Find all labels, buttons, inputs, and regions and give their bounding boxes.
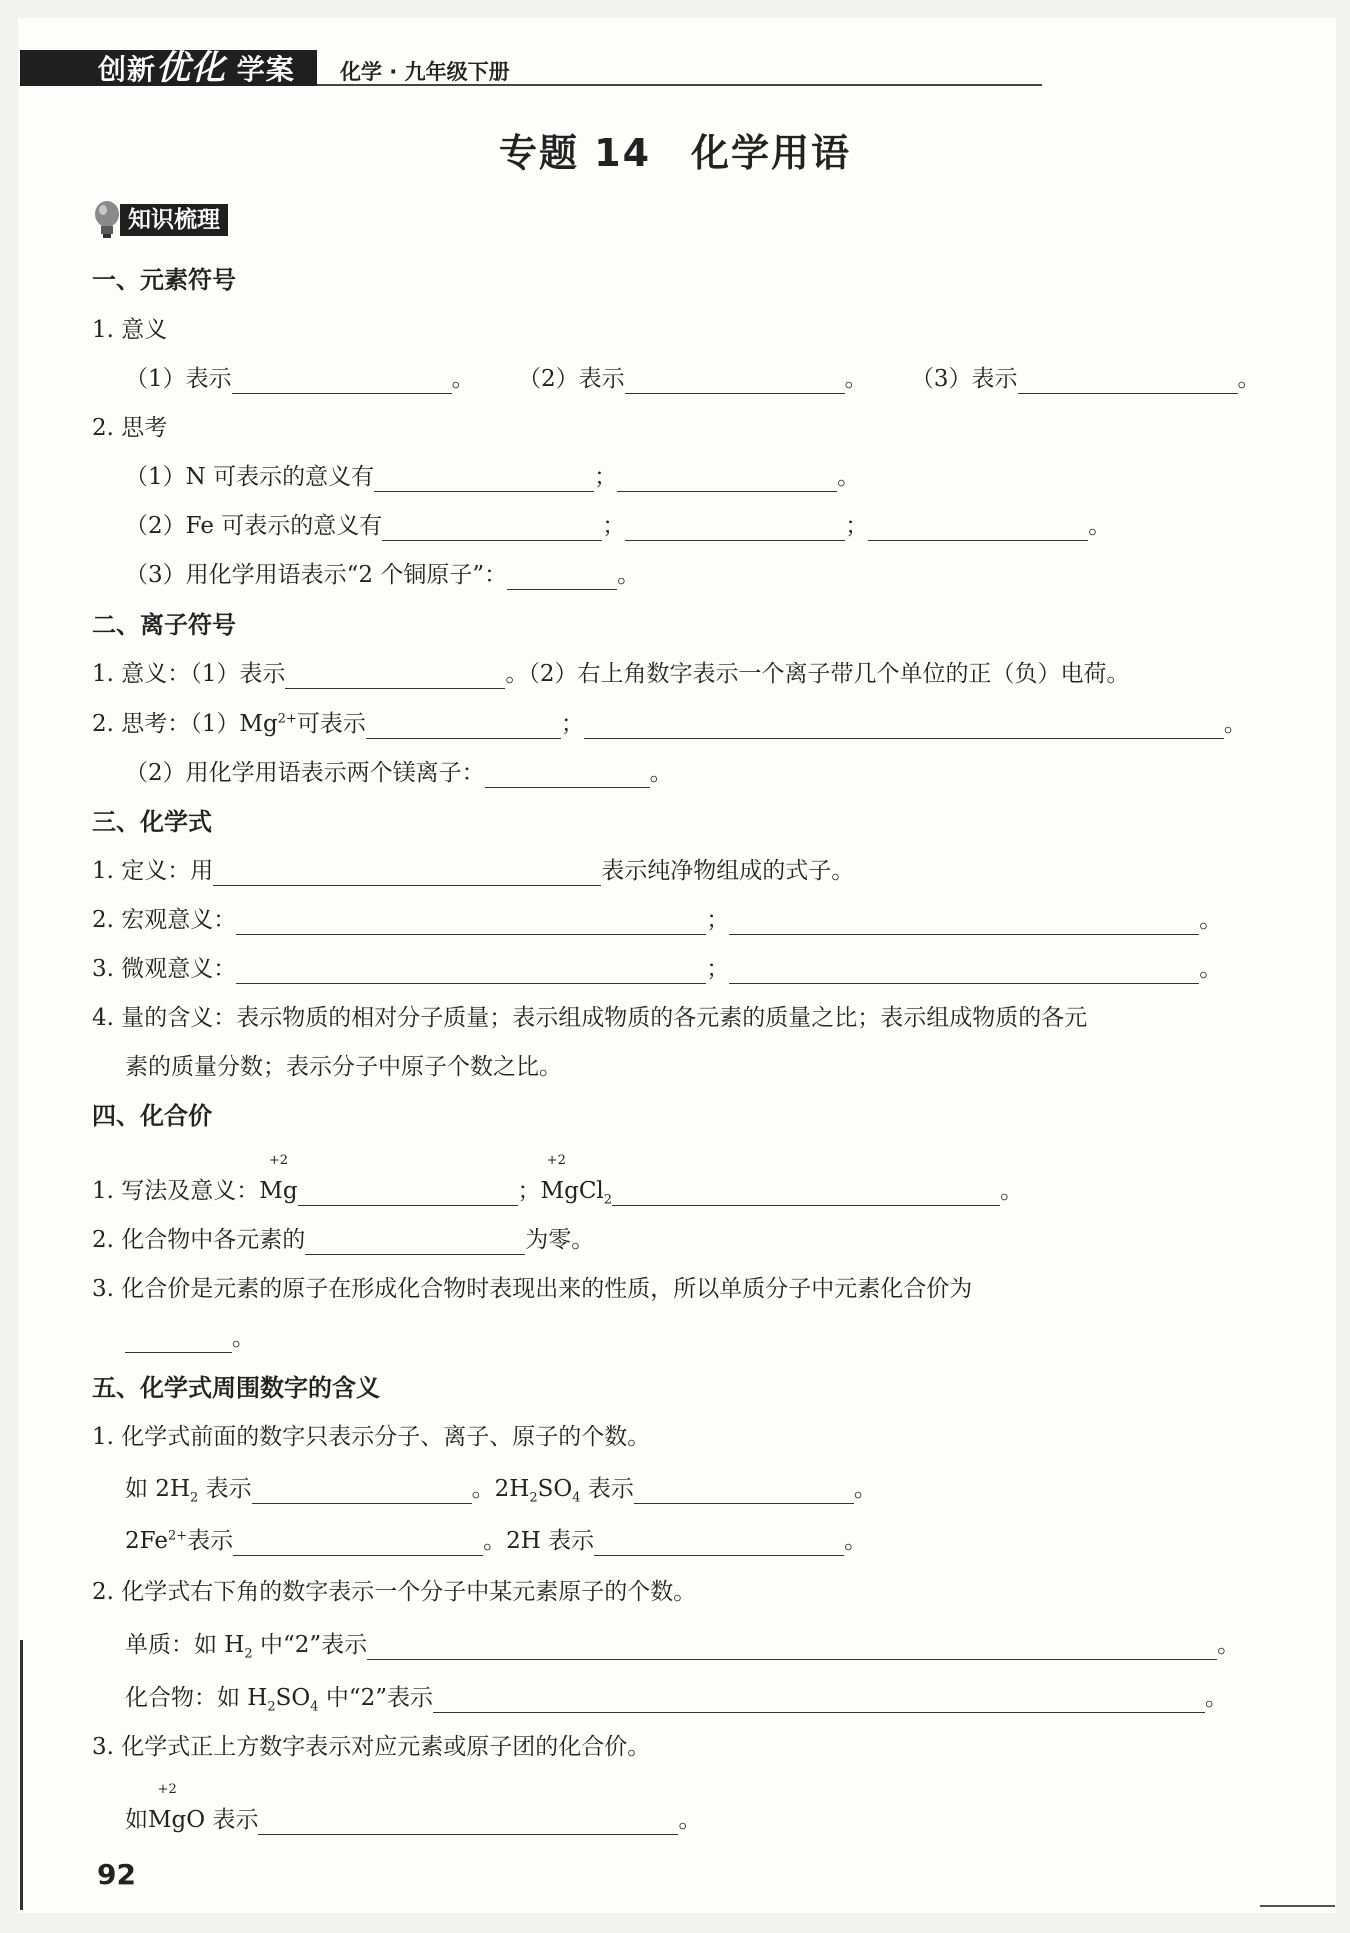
text: （3）用化学用语表示“2 个铜原子”：: [125, 562, 508, 588]
blank: [507, 565, 617, 590]
subscript: 2: [603, 1192, 613, 1208]
text: 2. 宏观意义：: [92, 907, 237, 933]
heading-4: 四、化合价: [92, 1102, 212, 1130]
think-fe-row: [125, 511, 1111, 541]
page-title: 专题 14 化学用语: [498, 131, 852, 175]
text: SO: [537, 1476, 573, 1502]
text: ；: [845, 513, 869, 539]
blank: [625, 516, 845, 541]
text: 中“2”表示: [325, 1685, 434, 1711]
subscript: 4: [572, 1490, 581, 1506]
ion-think-row: [92, 709, 1247, 739]
formula-macro-row: [92, 905, 1222, 935]
brand-part-3: 学案: [236, 53, 295, 86]
text: 。: [1088, 513, 1112, 539]
charge-superscript: 2+: [277, 711, 297, 727]
book-subtitle: 化学 · 九年级下册: [340, 60, 510, 84]
think-cu-row: [125, 560, 640, 590]
blank: [625, 369, 845, 394]
text: （1）表示: [125, 366, 232, 392]
formula-micro-row: [92, 954, 1222, 984]
blank: [729, 910, 1199, 935]
valence-mark: +2: [546, 1153, 566, 1168]
blank: [485, 763, 650, 788]
compound-example-row: [125, 1683, 1228, 1713]
text: 单质：如 H: [125, 1632, 245, 1658]
blank: [374, 467, 594, 492]
formula-quantity-row: 4. 量的含义：表示物质的相对分子质量；表示组成物质的各元素的质量之比；表示组成物质的各元: [92, 1005, 1088, 1031]
blank: [236, 910, 706, 935]
text: 。: [232, 1325, 255, 1351]
blank: [433, 1688, 1205, 1713]
blank: [258, 1810, 678, 1835]
blank: [125, 1328, 232, 1353]
coef-row: 1. 化学式前面的数字只表示分子、离子、原子的个数。: [92, 1424, 651, 1450]
text: MgCl: [540, 1178, 604, 1204]
text: （2）Fe 可表示的意义有: [125, 513, 383, 539]
text: 。: [1205, 1685, 1229, 1711]
text: ；: [706, 907, 730, 933]
text: （2）用化学用语表示两个镁离子：: [125, 760, 485, 786]
item-1-1: 1. 意义: [92, 317, 168, 343]
text: 中“2”表示: [259, 1632, 368, 1658]
formula-def-row: [92, 856, 854, 886]
text: 1. 意义：（1）表示: [92, 661, 286, 687]
heading-3: 三、化学式: [92, 808, 212, 836]
text: 。: [1237, 366, 1261, 392]
ion-meaning-row: [92, 659, 1130, 689]
text: ；: [517, 1178, 541, 1204]
text: 。: [853, 1476, 877, 1502]
text: O 表示: [186, 1807, 259, 1833]
blank: [232, 369, 452, 394]
valence-mark: +2: [157, 1782, 177, 1797]
text: ；: [594, 464, 618, 490]
valence-write-row: [92, 1153, 1024, 1208]
lightbulb-icon: [92, 200, 122, 242]
blank: [584, 714, 1224, 739]
text: 。: [837, 464, 861, 490]
blank: [367, 1635, 1217, 1660]
text: 。: [1199, 907, 1223, 933]
mg-with-valence: [148, 1782, 187, 1835]
text: ；: [706, 956, 730, 982]
badge-label: 知识梳理: [120, 204, 228, 236]
text: Mg: [259, 1178, 298, 1204]
text: 。: [451, 366, 475, 392]
text: 。: [1217, 1632, 1241, 1658]
text: 如 2H: [125, 1476, 191, 1502]
subscript: 2: [529, 1490, 538, 1506]
text: 。: [617, 562, 641, 588]
heading-1: 一、元素符号: [92, 266, 236, 294]
text: （2）表示: [517, 366, 625, 392]
subscript: 4: [310, 1699, 319, 1715]
blank: [305, 1230, 525, 1255]
text: Mg: [148, 1807, 187, 1833]
text: 。: [1223, 711, 1247, 737]
text: 。: [1000, 1178, 1024, 1204]
above-example-row: [125, 1782, 702, 1835]
mg-with-valence: [259, 1153, 298, 1206]
blank: [594, 1531, 844, 1556]
heading-2: 二、离子符号: [92, 611, 236, 639]
blank: [868, 516, 1088, 541]
page-number: 92: [97, 1858, 136, 1891]
formula-quantity-row-2: 素的质量分数；表示分子中原子个数之比。: [125, 1054, 562, 1080]
brand-part-1: 创新: [98, 53, 157, 86]
text: 1. 定义：用: [92, 858, 214, 884]
text: 如: [125, 1807, 148, 1833]
text: SO: [275, 1685, 311, 1711]
left-edge-rule: [20, 1640, 23, 1910]
blank: [236, 959, 706, 984]
text: ；: [602, 513, 626, 539]
text: 。: [844, 1528, 868, 1554]
text: 。: [844, 366, 868, 392]
brand-logo: [98, 50, 295, 86]
text: 。: [678, 1807, 702, 1833]
blank: [366, 714, 561, 739]
subscript: 2: [244, 1646, 253, 1662]
brand-part-2: 优化: [156, 48, 227, 88]
text: 2. 化合物中各元素的: [92, 1227, 306, 1253]
subscript: 2: [267, 1699, 276, 1715]
text: 。（2）右上角数字表示一个离子带几个单位的正（负）电荷。: [505, 661, 1130, 687]
meaning-row: [125, 364, 1261, 394]
text: （1）N 可表示的意义有: [125, 464, 375, 490]
text: 。: [1199, 956, 1223, 982]
valence-nature-row: 3. 化合价是元素的原子在形成化合物时表现出来的性质，所以单质分子中元素化合价为: [92, 1276, 973, 1302]
charge-superscript: 2+: [167, 1528, 188, 1544]
blank: [382, 516, 602, 541]
blank: [617, 467, 837, 492]
above-number-row: 3. 化学式正上方数字表示对应元素或原子团的化合价。: [92, 1734, 651, 1760]
subscript-row: 2. 化学式右下角的数字表示一个分子中某元素原子的个数。: [92, 1579, 697, 1605]
blank: [729, 959, 1199, 984]
mgcl2-with-valence: [540, 1153, 613, 1208]
text: 可表示: [296, 711, 366, 737]
text: 。: [649, 760, 673, 786]
text: 1. 写法及意义：: [92, 1178, 260, 1204]
text: 表示纯净物组成的式子。: [601, 858, 855, 884]
text: 表示: [187, 1528, 234, 1554]
header-rule: [317, 84, 1042, 86]
text: 2. 思考：（1）Mg: [92, 711, 278, 737]
text: 。2H: [471, 1476, 530, 1502]
text: 2Fe: [125, 1528, 168, 1554]
text: 表示: [205, 1476, 252, 1502]
valence-sum-row: [92, 1225, 594, 1255]
text: 。2H 表示: [483, 1528, 595, 1554]
bottom-rule: [1260, 1905, 1335, 1907]
ion-mg-row: [125, 758, 673, 788]
blank: [252, 1479, 472, 1504]
blank: [285, 664, 505, 689]
text: ；: [560, 711, 584, 737]
blank: [634, 1479, 854, 1504]
item-1-2: 2. 思考: [92, 415, 168, 441]
element-example-row: [125, 1630, 1240, 1660]
text: （3）表示: [910, 366, 1018, 392]
blank: [213, 861, 601, 886]
think-n-row: [125, 462, 860, 492]
coef-example-row-1: [125, 1474, 877, 1504]
text: 化合物：如 H: [125, 1685, 268, 1711]
blank: [612, 1181, 1000, 1206]
valence-nature-row-2: [125, 1323, 255, 1353]
text: 表示: [587, 1476, 634, 1502]
heading-5: 五、化学式周围数字的含义: [92, 1374, 380, 1402]
blank: [298, 1181, 518, 1206]
valence-mark: +2: [268, 1153, 288, 1168]
blank: [233, 1531, 483, 1556]
blank: [1018, 369, 1238, 394]
text: 为零。: [525, 1227, 595, 1253]
text: 3. 微观意义：: [92, 956, 237, 982]
coef-example-row-2: [125, 1526, 867, 1556]
subscript: 2: [190, 1490, 199, 1506]
